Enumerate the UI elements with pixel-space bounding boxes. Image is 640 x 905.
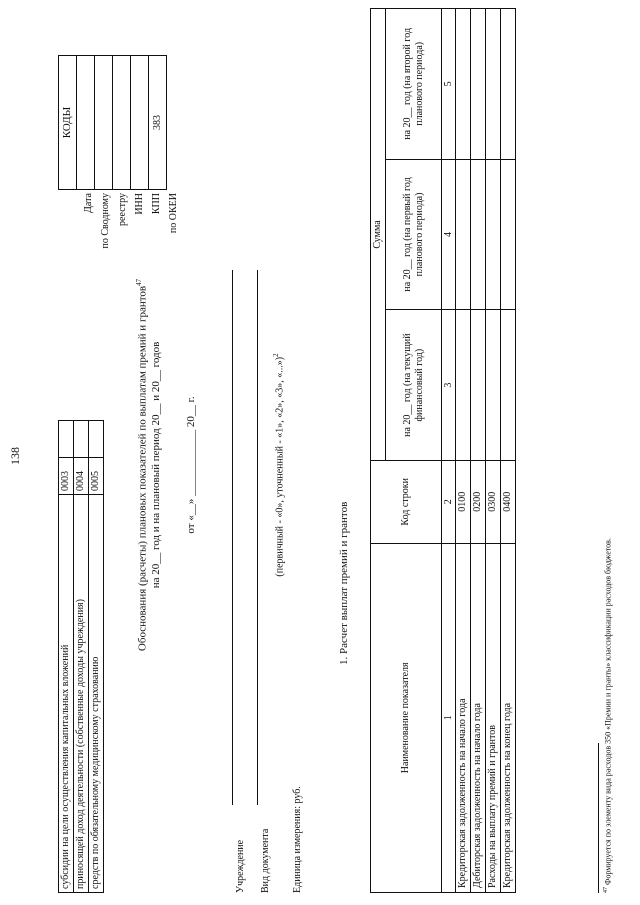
footnote: [603, 538, 613, 893]
colnum-2: 2: [442, 460, 456, 543]
row-code: 0003: [59, 458, 74, 495]
row-code: 0004: [74, 458, 89, 495]
page-number: 138: [8, 447, 22, 465]
footnote-mark: 47: [603, 887, 609, 893]
table-row: [456, 9, 471, 893]
row-name: Дебиторская задолженность на начало года: [471, 543, 486, 892]
label-registry-2: реестру: [117, 193, 128, 226]
row-name: Кредиторская задолженность на конец года: [501, 543, 516, 892]
row-code: 0400: [501, 460, 516, 543]
row-cell: [501, 159, 516, 310]
table-row: [471, 9, 486, 893]
footnote-text: Формируется по элементу вида расходов 350 «Премии и гранты» классификации расходов бюджетов.: [603, 538, 613, 885]
row-code: 0100: [456, 460, 471, 543]
table-row: [59, 421, 74, 893]
institution-line: [232, 270, 233, 805]
row-cell: [486, 310, 501, 461]
codes-header: КОДЫ: [59, 56, 77, 190]
label-registry-1: по Сводному: [100, 193, 111, 249]
row-value: [89, 421, 104, 458]
code-inn: [113, 56, 131, 190]
row-cell: [471, 310, 486, 461]
code-registry: [95, 56, 113, 190]
label-okei: по ОКЕИ: [168, 193, 179, 234]
row-cell: [486, 9, 501, 160]
colnum-4: 4: [442, 159, 456, 310]
colnum-1: 1: [442, 543, 456, 892]
section-title: 1. Расчет выплат премий и грантов: [338, 501, 350, 665]
label-kpp: КПП: [151, 193, 162, 215]
header-name: Наименование показателя: [371, 543, 442, 892]
row-code: 0200: [471, 460, 486, 543]
table-row: [501, 9, 516, 893]
footnote-rule: [598, 743, 599, 893]
header-year1: на 20__ год (на текущий финансовый год): [386, 310, 442, 461]
sources-table: [58, 420, 104, 893]
doc-type-label: Вид документа: [260, 828, 271, 893]
row-label: приносящей доход деятельности (собственные доходы учреждения): [74, 495, 89, 893]
title-footnote-mark: 47: [135, 278, 143, 286]
row-cell: [486, 159, 501, 310]
row-label: субсидии на цели осуществления капитальных вложений: [59, 495, 74, 893]
table-row: [89, 421, 104, 893]
code-date: [77, 56, 95, 190]
unit-label: Единица измерения: руб.: [292, 786, 303, 893]
row-cell: [471, 9, 486, 160]
label-date: Дата: [83, 193, 94, 213]
colnum-5: 5: [442, 9, 456, 160]
title-period: на 20__ год и на плановый период 20__ и 20__ годов: [150, 341, 162, 589]
form-title: [135, 205, 149, 725]
header-sum: Сумма: [371, 9, 386, 461]
row-cell: [501, 9, 516, 160]
code-okei: 383: [149, 56, 167, 190]
row-name: Расходы на выплату премий и грантов: [486, 543, 501, 892]
table-row: [486, 9, 501, 893]
colnum-3: 3: [442, 310, 456, 461]
row-code: 0005: [89, 458, 104, 495]
row-cell: [471, 159, 486, 310]
header-year2: на 20__ год (на первый год планового периода): [386, 159, 442, 310]
row-cell: [456, 9, 471, 160]
row-name: Кредиторская задолженность на начало года: [456, 543, 471, 892]
row-cell: [456, 310, 471, 461]
row-label: средств по обязательному медицинскому страхованию: [89, 495, 104, 893]
table-row: [74, 421, 89, 893]
row-value: [74, 421, 89, 458]
row-code: 0300: [486, 460, 501, 543]
header-year3: на 20__ год (на второй год планового периода): [386, 9, 442, 160]
row-value: [59, 421, 74, 458]
row-cell: [501, 310, 516, 461]
header-code: Код строки: [371, 460, 442, 543]
grants-table: [370, 8, 516, 893]
doc-type-hint: (первичный - «0», уточненный - «1», «2», «3», «...»)$^2$: [272, 353, 286, 577]
institution-label: Учреждение: [235, 839, 246, 893]
doc-type-line: [257, 270, 258, 805]
codes-box: [58, 55, 167, 190]
row-cell: [456, 159, 471, 310]
label-inn: ИНН: [134, 193, 145, 215]
codes-labels: [80, 193, 182, 285]
title-date: от «__» ____________ 20__ г.: [185, 396, 197, 534]
title-line1: Обоснования (расчеты) плановых показателей по выплатам премий и грантов: [136, 285, 149, 652]
code-kpp: [131, 56, 149, 190]
